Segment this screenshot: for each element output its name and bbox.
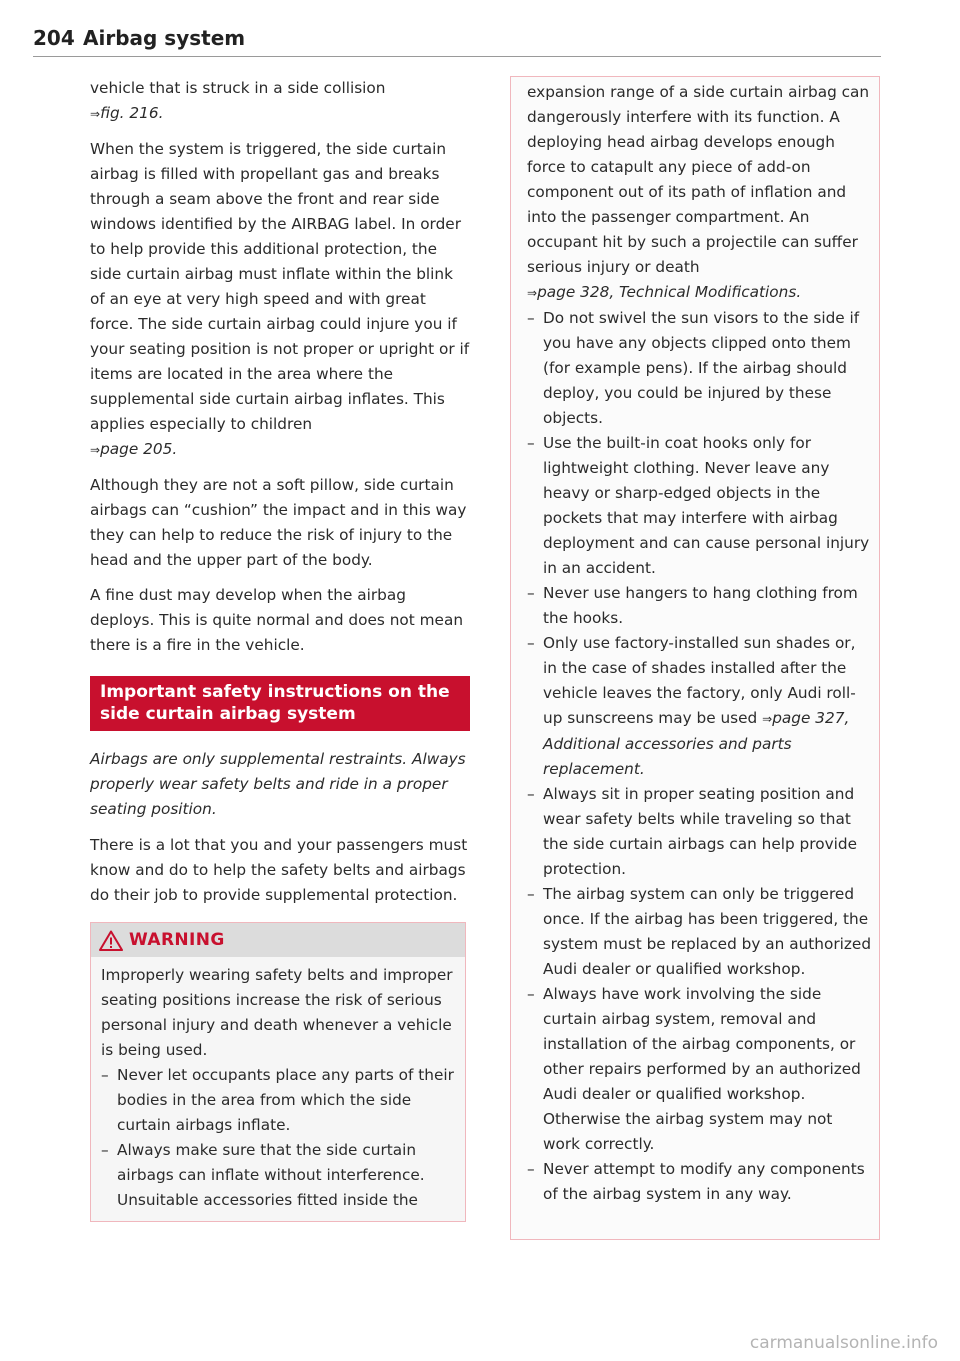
warning-list [527, 306, 873, 1207]
warning-lead: Improperly wearing safety belts and improper seating positions increase the risk of serious personal injury and death whenever a vehicle is being used. [101, 966, 453, 1059]
section-intro: Airbags are only supplemental restraints. Always properly wear safety belts and ride in a proper seating position. [90, 750, 466, 818]
arrow-right-icon: ⇒ [90, 107, 101, 121]
warning-triangle-icon [99, 930, 123, 951]
warning-header [91, 923, 465, 957]
warning-box [90, 922, 466, 1222]
cross-reference[interactable]: page 327, Additional accessories and parts replacement. [543, 709, 850, 778]
paragraph: When the system is triggered, the side curtain airbag is filled with propellant gas and breaks through a seam above the front and rear side windows identified by the AIRBAG label. In order to help provide this additional protection, the side curtain airbag must inflate within the blink of an eye at very high speed and with great force. The side curtain airbag could injure you if your seating position is not proper or upright or if items are located in the area where the supplemental side curtain airbag inflates. This applies especially to children ⇒page 205. [90, 140, 470, 458]
section-heading: Important safety instructions on the side curtain airbag system [90, 676, 470, 731]
list-item: – Never let occupants place any parts of their bodies in the area from which the side curtain airbags inflate. [101, 1063, 455, 1138]
list-item: – Always make sure that the side curtain airbags can inflate without interference. Unsuitable accessories fitted inside the [101, 1138, 455, 1213]
arrow-right-icon: ⇒ [762, 712, 773, 726]
paragraph: There is a lot that you and your passengers must know and do to help the safety belts and airbags do their job to provide supplemental protection. [90, 836, 468, 904]
paragraph: A fine dust may develop when the airbag deploys. This is quite normal and does not mean there is a fire in the vehicle. [90, 586, 464, 654]
cross-reference[interactable]: fig. 216. [100, 104, 164, 122]
cross-reference[interactable]: page 205. [100, 440, 178, 458]
left-column [90, 76, 470, 1222]
paragraph: Although they are not a soft pillow, side curtain airbags can “cushion” the impact and in this way they can help to reduce the risk of injury to the head and the upper part of the body. [90, 476, 467, 569]
warning-body [91, 957, 465, 1221]
warning-list [101, 1063, 455, 1213]
right-column [527, 80, 873, 1207]
list-item: – Use the built-in coat hooks only for lightweight clothing. Never leave any heavy or sharp-edged objects in the pockets that may interfere with airbag deployment and can cause personal injury in an accident. [527, 431, 873, 581]
cross-reference[interactable]: page 328, Technical Modifications. [537, 283, 802, 301]
page-number: 204 [33, 26, 75, 50]
page-header [33, 24, 881, 57]
watermark: carmanualsonline.info [749, 1333, 938, 1353]
arrow-right-icon: ⇒ [90, 443, 101, 457]
list-item: – Only use factory-installed sun shades or, in the case of shades installed after the vehicle leaves the factory, only Audi roll-up sunscreens may be used ⇒page 327, Additional accessories and parts replacement. [527, 631, 873, 782]
page-title: Airbag system [83, 26, 246, 50]
list-item: – Always have work involving the side curtain airbag system, removal and installation of the airbag components, or other repairs performed by an authorized Audi dealer or qualified workshop. Otherwise the airbag system may not work correctly. [527, 982, 873, 1157]
arrow-right-icon: ⇒ [527, 286, 538, 300]
list-item: – Never attempt to modify any components of the airbag system in any way. [527, 1157, 873, 1207]
list-item: – Do not swivel the sun visors to the side if you have any objects clipped onto them (for example pens). If the airbag should deploy, you could be injured by these objects. [527, 306, 873, 431]
list-item: – The airbag system can only be triggered once. If the airbag has been triggered, the system must be replaced by an authorized Audi dealer or qualified workshop. [527, 882, 873, 982]
continuation-text: expansion range of a side curtain airbag can dangerously interfere with its function. A deploying head airbag develops enough force to catapult any piece of add-on component out of its path of inflation and into the passenger compartment. An occupant hit by such a projectile can suffer serious injury or death ⇒page 328, Technical Modifications. [527, 83, 870, 301]
list-item: – Always sit in proper seating position and wear safety belts while traveling so that the side curtain airbags can help provide protection. [527, 782, 873, 882]
list-item: – Never use hangers to hang clothing from the hooks. [527, 581, 873, 631]
warning-title: WARNING [129, 929, 225, 950]
paragraph: vehicle that is struck in a side collision ⇒fig. 216. [90, 79, 386, 122]
